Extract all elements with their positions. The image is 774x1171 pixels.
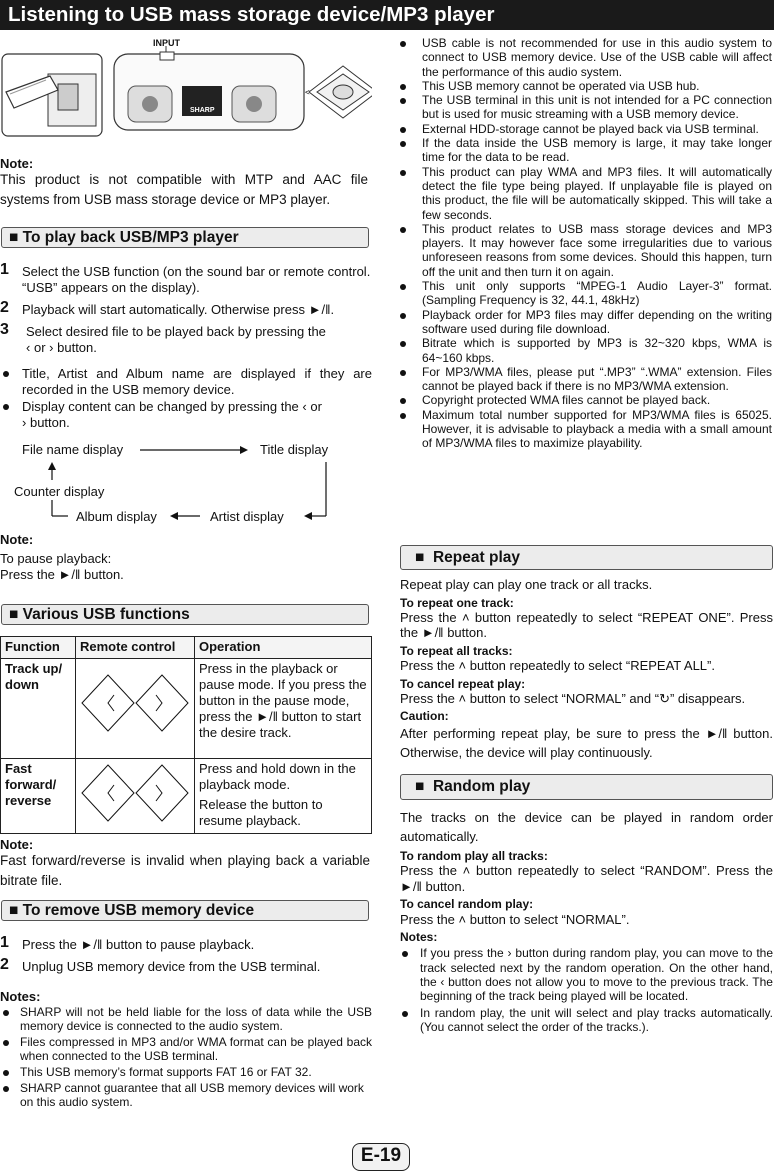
repeat-heading-text: Repeat play [432, 549, 520, 566]
text-a: Press the [400, 863, 457, 879]
playback-heading-text: To play back USB/MP3 player [22, 229, 239, 246]
table-row [1, 759, 372, 834]
chevron-up-icon: ˄ [462, 863, 471, 879]
repeat-intro: Repeat play can play one track or all tracks. [400, 577, 653, 592]
list-item [402, 308, 772, 337]
random-cancel-label: To cancel random play: [400, 897, 534, 912]
list-item [402, 279, 772, 308]
device-illustration [0, 36, 372, 151]
repeat-all-text [400, 658, 773, 674]
skip-buttons-icon [80, 661, 190, 751]
play-pause-icon: ►/‖ [400, 878, 422, 894]
play-pause-icon: ►/‖ [80, 937, 103, 952]
text-c: ” disappears. [669, 690, 746, 706]
repeat-body [400, 577, 773, 762]
section-heading-repeat: ■ Repeat play [400, 545, 773, 570]
remove-step1b: button to pause playback. [106, 937, 255, 952]
play-pause-icon: ►/‖ [58, 567, 81, 582]
diagram-artist: Artist display [210, 509, 284, 524]
bullet-2-end: button. [29, 414, 70, 430]
playback-bullet-2 [22, 399, 372, 430]
play-pause-icon: ►/‖ [256, 709, 278, 724]
col-function: Function [1, 637, 76, 659]
note-line2a: Press the [0, 567, 55, 582]
text-c: button does not allow you to move to the previous track. The beginning of the track being played will be located. [420, 974, 773, 1004]
playback-step-1: Select the USB function (on the sound bar or remote control. “USB” appears on the display). [22, 264, 371, 295]
svg-text:<: < [305, 88, 310, 97]
chevron-left-icon: ‹ [440, 974, 445, 989]
row-function: Fast forward/ reverse [1, 759, 76, 834]
usb-note-text: Copyright protected WMA files cannot be played back. [422, 393, 711, 408]
usb-functions-table [0, 636, 372, 834]
chevron-right-icon: › [22, 414, 27, 430]
bullet [3, 1010, 9, 1016]
section-heading-remove: ■ To remove USB memory device [1, 900, 369, 921]
col-operation: Operation [195, 637, 372, 659]
intro-note-label: Note: [0, 156, 34, 171]
diagram-file-name: File name display [22, 442, 124, 457]
text-b: button repeatedly to select “REPEAT ONE”. Press the [400, 609, 773, 641]
text-b: button to select “NORMAL”. [469, 911, 630, 927]
diagram-album: Album display [76, 509, 157, 524]
repeat-cancel-text [400, 691, 773, 707]
list-item [402, 36, 772, 79]
playback-step-2: Playback will start automatically. Otherwise press ►/‖. [22, 302, 335, 317]
col-remote: Remote control [76, 637, 195, 659]
text-b: button repeatedly to select “REPEAT ALL”. [469, 658, 715, 674]
various-note-text: Fast forward/reverse is invalid when playing back a variable bitrate file. [0, 853, 370, 888]
text-b: button to select “NORMAL” and “ [469, 690, 660, 706]
usb-note-text: If the data inside the USB memory is large, it may take longer time for the data to be read. [422, 136, 772, 165]
list-item [402, 222, 772, 279]
repeat-one-text [400, 610, 773, 641]
bullet [3, 1070, 9, 1076]
remove-step1a: Press the [22, 937, 77, 952]
random-all-text [400, 863, 773, 894]
remove-note-1: SHARP will not be held liable for the loss of data while the USB memory device is connected to the audio system. [20, 1005, 372, 1034]
table-row [1, 659, 372, 759]
various-heading-text: Various USB functions [22, 606, 190, 623]
list-item [402, 136, 772, 165]
usb-note-text: For MP3/WMA files, please put “.MP3” “.WMA” extension. Files cannot be played back if there is no MP3/WMA extension. [422, 364, 772, 394]
step-number: 2 [0, 299, 9, 316]
row-operation [195, 659, 372, 759]
bullet-2-or: or [310, 399, 322, 414]
usb-notes-list [402, 36, 772, 451]
playback-bullet-1: Title, Artist and Album name are displayed if they are recorded in the USB memory device. [22, 366, 372, 397]
play-pause-icon: ►/‖ [308, 302, 331, 317]
bullet [3, 1086, 9, 1092]
list-item [402, 365, 772, 394]
usb-note-text: This unit only supports “MPEG-1 Audio Layer-3” format. (Sampling Frequency is 32, 44.1, 48kHz) [422, 279, 772, 308]
chevron-right-icon: › [49, 339, 54, 355]
section-heading-random: ■ Random play [400, 774, 773, 800]
row-operation [195, 759, 372, 834]
step-3-or: or [33, 339, 46, 355]
bullet [3, 404, 9, 410]
step-2-text: Playback will start automatically. Otherwise press [22, 302, 305, 317]
repeat-cancel-label: To cancel repeat play: [400, 676, 526, 691]
page-title: Listening to USB mass storage device/MP3 player [8, 3, 495, 26]
repeat-all-label: To repeat all tracks: [400, 643, 513, 658]
usb-note-text: Bitrate which is supported by MP3 is 32~320 kbps, WMA is 64~160 kbps. [422, 336, 772, 365]
repeat-one-label: To repeat one track: [400, 595, 514, 610]
playback-note-line2 [0, 567, 124, 583]
remove-note-2: Files compressed in MP3 and/or WMA format can be played back when connected to the USB terminal. [20, 1035, 372, 1064]
playback-step-3 [26, 324, 372, 355]
list-item [400, 1006, 773, 1035]
play-pause-icon: ►/‖ [421, 625, 444, 641]
random-cancel-text [400, 912, 773, 928]
step-3-text: Select desired file to be played back by pressing the [26, 324, 326, 339]
usb-note-text: The USB terminal in this unit is not intended for a PC connection but is used for music streaming with a USB memory device. [422, 93, 772, 122]
repeat-caution-label: Caution: [400, 709, 449, 724]
usb-note-text: USB cable is not recommended for use in this audio system to connect to USB memory device. Use of the USB cable will affect the performance of this audio system. [422, 36, 772, 79]
usb-note-text: Maximum total number supported for MP3/WMA files is 65025. However, it is advisable to playback a media with a small amount of MP3/WMA files to maximize playability. [422, 407, 772, 451]
remove-note-3: This USB memory’s format supports FAT 16 or FAT 32. [20, 1065, 312, 1079]
list-item [402, 408, 772, 451]
chevron-right-icon: › [507, 946, 512, 961]
remote-buttons [76, 659, 195, 759]
diagram-title: Title display [260, 442, 329, 457]
brand-label: SHARP [190, 107, 215, 114]
step-number: 3 [0, 321, 9, 338]
list-item [402, 122, 772, 136]
text-c: button. [425, 878, 466, 894]
text-b: button repeatedly to select “RANDOM”. Press the [475, 863, 773, 879]
text-a: Press the [400, 690, 455, 706]
chevron-left-icon: ‹ [26, 339, 31, 355]
text-b: button. Otherwise, the device will play continuously. [400, 725, 773, 760]
playback-note-line1: To pause playback: [0, 551, 112, 566]
chevron-up-icon: ˄ [458, 911, 467, 927]
bullet [3, 1040, 9, 1046]
list-item [402, 336, 772, 365]
list-item [402, 393, 772, 407]
remove-notes-label: Notes: [0, 989, 41, 1004]
usb-note-text: External HDD-storage cannot be played back via USB terminal. [422, 121, 759, 136]
list-item [402, 93, 772, 122]
chevron-left-icon: ‹ [302, 399, 307, 414]
random-notes-label: Notes: [400, 930, 438, 945]
text-c: button. [447, 625, 487, 641]
random-all-label: To random play all tracks: [400, 849, 548, 863]
playback-note-label: Note: [0, 532, 34, 547]
remove-step-1 [22, 937, 372, 953]
diagram-counter: Counter display [14, 484, 105, 499]
usb-note-text: Playback order for MP3 files may differ depending on the writing software used during file download. [422, 307, 772, 336]
step-number: 1 [0, 934, 9, 951]
step-3-end: button. [57, 339, 97, 355]
row-function: Track up/ down [1, 659, 76, 759]
list-item [402, 79, 772, 93]
text-a: Press the [400, 658, 455, 674]
list-item [402, 165, 772, 222]
text-a: After performing repeat play, be sure to press the [400, 725, 700, 741]
random-heading-text: Random play [432, 778, 531, 795]
skip-buttons-icon [80, 761, 190, 827]
chevron-up-icon: ˄ [461, 609, 470, 625]
play-pause-icon: ►/‖ [705, 725, 728, 741]
section-heading-various: ■ Various USB functions [1, 604, 369, 625]
section-heading-playback: ■ To play back USB/MP3 player [1, 227, 369, 248]
list-item [400, 946, 773, 1003]
bullet-2-text: Display content can be changed by pressing the [22, 399, 299, 414]
usb-note-text: This product relates to USB mass storage devices and MP3 players. It may however face some irregularities due to various unforeseen reasons from some devices. Should this happen, turn off the unit and then turn it on again. [422, 221, 772, 279]
usb-note-text: This product can play WMA and MP3 files. It will automatically detect the file type being played. If unplayable file is played on this product, the file will be automatically skipped. This will take a few seconds. [422, 164, 772, 222]
intro-note-text: This product is not compatible with MTP and AAC file systems from USB mass storage device or MP3 player. [0, 172, 368, 207]
op-b: button to start the desire track. [199, 709, 362, 740]
page-header [0, 0, 774, 30]
remove-note-4: SHARP cannot guarantee that all USB memory devices will work on this audio system. [20, 1081, 364, 1110]
text-a: Press the [400, 911, 455, 927]
bullet [3, 371, 9, 377]
chevron-up-icon: ˄ [458, 658, 467, 674]
chevron-up-icon: ˄ [458, 690, 467, 706]
remove-step-2: Unplug USB memory device from the USB terminal. [22, 959, 321, 974]
op-b: Release the button to resume playback. [199, 797, 323, 828]
text-a: Press the [400, 609, 457, 625]
page-number: E-19 [352, 1143, 410, 1171]
various-note-label: Note: [0, 837, 34, 852]
op-a: Press and hold down in the playback mode. [199, 761, 356, 792]
step-number: 2 [0, 956, 9, 973]
remove-heading-text: To remove USB memory device [22, 902, 255, 919]
text-a: If you press the [420, 946, 504, 961]
remote-buttons [76, 759, 195, 834]
note-line2b: button. [84, 567, 124, 582]
random-note-2: In random play, the unit will select and play tracks automatically. (You cannot select the order of the tracks.). [420, 1005, 773, 1034]
repeat-icon: ↻ [659, 690, 670, 706]
usb-note-text: This USB memory cannot be operated via USB hub. [422, 78, 700, 93]
op-a: Press in the playback or pause mode. If you press the button in the pause mode, press the [199, 661, 367, 724]
step-number: 1 [0, 261, 9, 278]
input-label: INPUT [153, 38, 180, 48]
repeat-caution-text [400, 724, 773, 762]
random-body [400, 808, 773, 1034]
text-b: button during random play, you can move to the track selected next by the random operation. On the other hand, the [420, 946, 773, 989]
random-intro: The tracks on the device can be played in random order automatically. [400, 810, 773, 844]
